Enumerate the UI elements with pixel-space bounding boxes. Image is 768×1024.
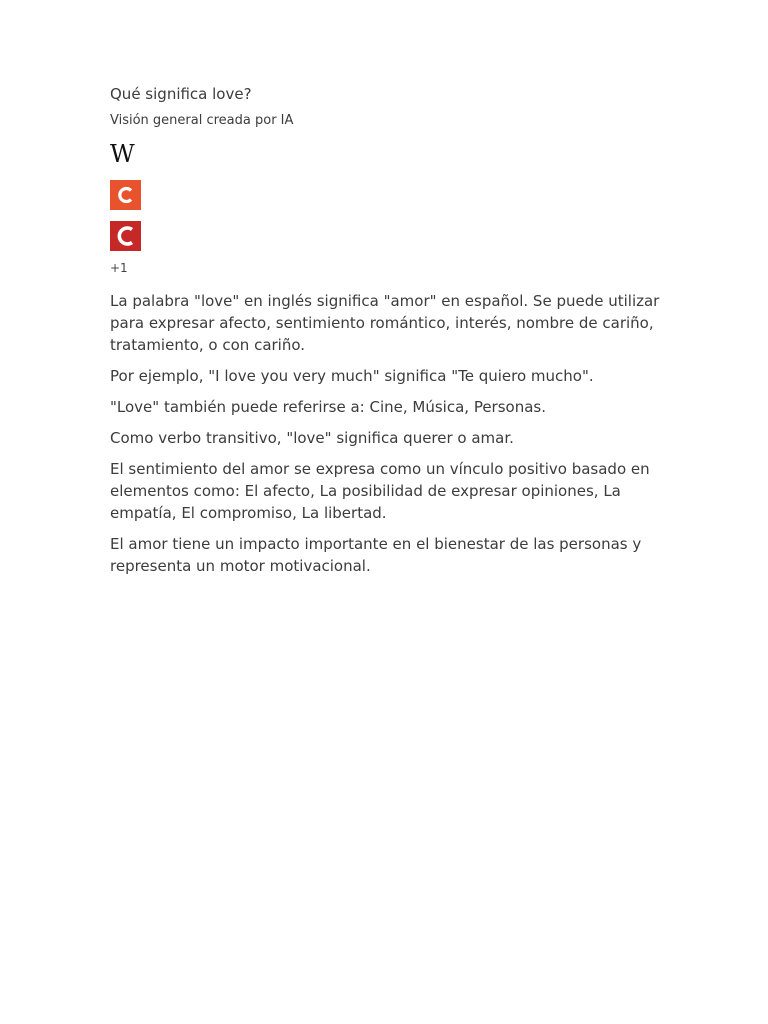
ai-overview xyxy=(110,84,670,586)
answer-paragraph: "Love" también puede referirse a: Cine, Música, Personas. xyxy=(110,398,546,416)
answer-body xyxy=(110,290,670,577)
svg-text:W: W xyxy=(110,142,135,166)
ai-overview-label: Visión general creada por IA xyxy=(110,113,294,128)
wikipedia-icon[interactable] xyxy=(110,142,141,166)
answer-paragraph: Como verbo transitivo, "love" significa querer o amar. xyxy=(110,429,514,447)
more-sources-count[interactable]: +1 xyxy=(110,261,128,275)
answer-paragraph: El sentimiento del amor se expresa como un vínculo positivo basado en elementos como: El afecto, La posibilidad de expresar opiniones, La empatía, El compromiso, La libertad. xyxy=(110,460,650,522)
query-title: Qué significa love? xyxy=(110,85,252,103)
source-c-icon-orange[interactable] xyxy=(110,180,141,210)
answer-paragraph: El amor tiene un impacto importante en el bienestar de las personas y representa un motor motivacional. xyxy=(110,535,642,575)
source-list xyxy=(110,142,670,276)
source-c-icon-red[interactable] xyxy=(110,221,141,251)
answer-paragraph: La palabra "love" en inglés significa "amor" en español. Se puede utilizar para expresar afecto, sentimiento romántico, interés, nombre de cariño, tratamiento, o con cariño. xyxy=(110,292,660,354)
answer-paragraph: Por ejemplo, "I love you very much" significa "Te quiero mucho". xyxy=(110,367,594,385)
